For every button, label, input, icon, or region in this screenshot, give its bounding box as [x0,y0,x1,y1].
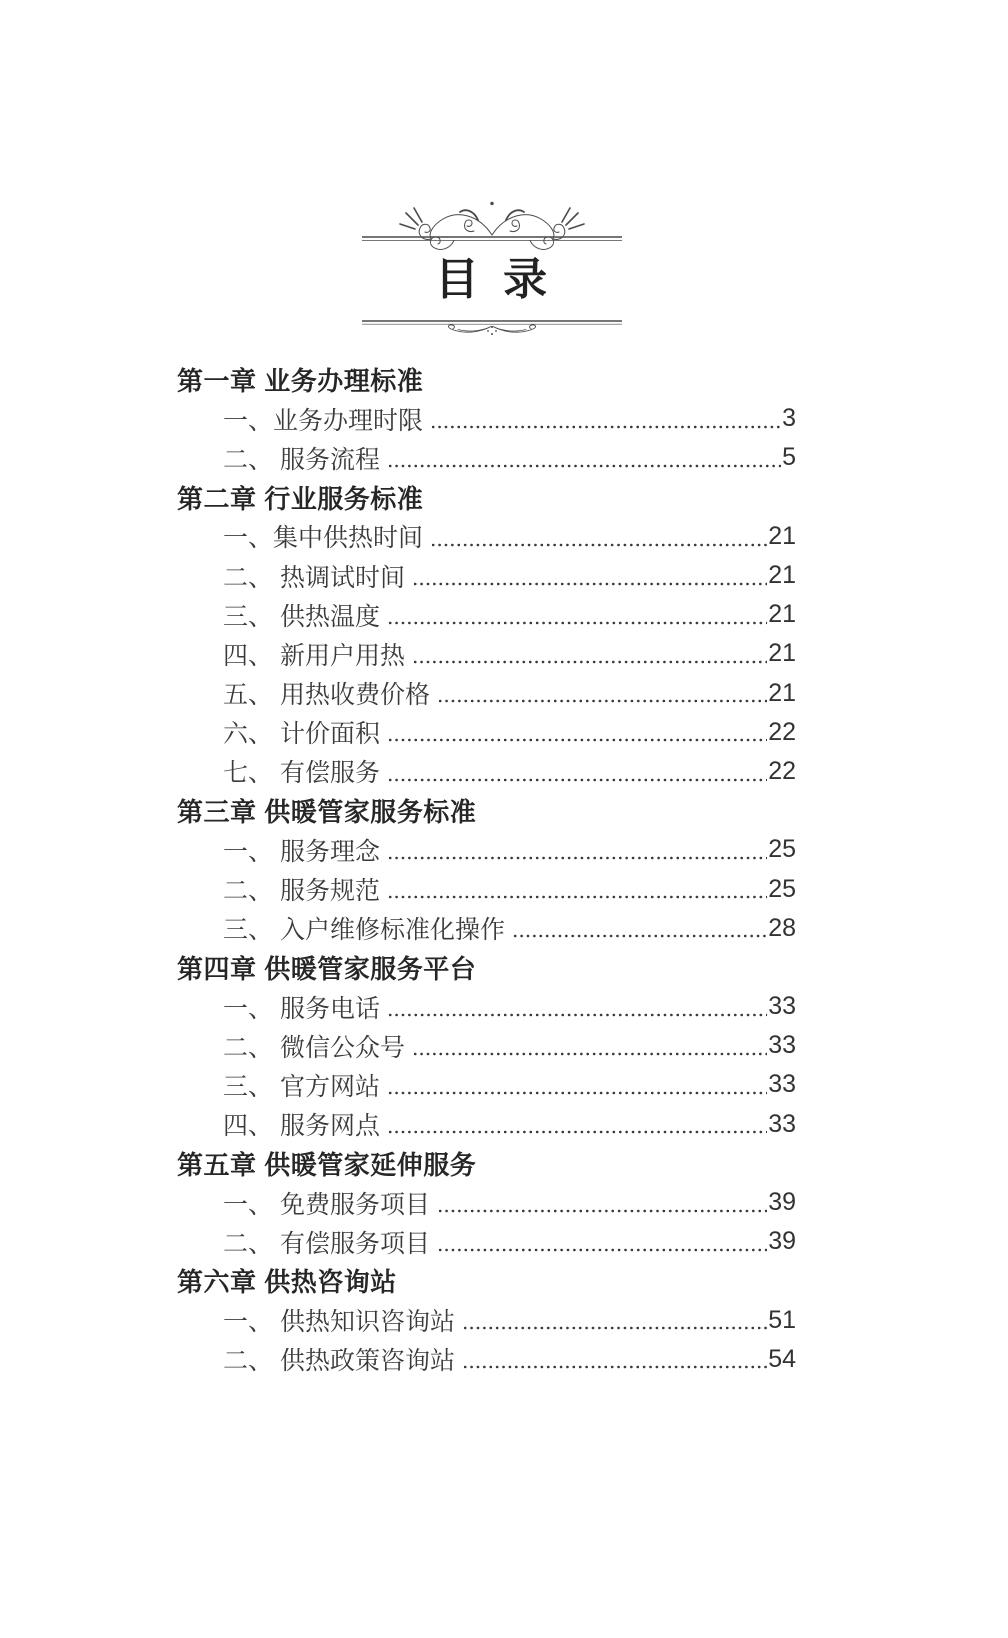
toc-page-number: 22 [768,717,796,746]
toc-page-number: 28 [768,913,796,942]
toc-page-number: 25 [768,874,796,903]
toc-chapter-label: 第二章 行业服务标准 [177,483,424,514]
toc-page-number: 39 [768,1188,796,1217]
toc-leader-dots [387,869,767,908]
toc-page-number: 21 [768,678,796,707]
toc-leader-dots [437,1183,767,1222]
toc-entry [177,556,796,595]
toc-leader-dots [387,595,767,634]
toc-page-number: 54 [768,1344,796,1373]
toc-entry-label: 二、 服务规范 [223,877,380,906]
toc-chapter-heading [177,791,796,830]
top-flourish-ornament [362,198,622,256]
toc-page-number: 51 [768,1305,796,1334]
toc-leader-dots [387,1065,767,1104]
toc-entry-label: 二、 服务流程 [223,445,380,474]
toc-leader-dots [437,1222,767,1261]
toc-entry-label: 五、 用热收费价格 [223,681,430,710]
toc-entry [177,713,796,752]
toc-leader-dots [387,987,767,1026]
toc-entry [177,595,796,634]
toc-page-number: 39 [768,1227,796,1256]
toc-entry [177,1105,796,1144]
toc-entry [177,869,796,908]
toc-page-number: 25 [768,835,796,864]
toc-entry-label: 二、 有偿服务项目 [223,1229,430,1258]
toc-leader-dots [387,438,781,477]
toc-leader-dots [430,517,767,556]
toc-entry-label: 二、 微信公众号 [223,1033,405,1062]
toc-entry [177,517,796,556]
toc-entry-label: 一、 服务理念 [223,837,380,866]
toc-leader-dots [437,674,767,713]
toc-entry-label: 三、 入户维修标准化操作 [223,916,505,945]
toc-entry [177,1183,796,1222]
toc-entry-label: 一、 服务电话 [223,994,380,1023]
toc-page-number: 33 [768,1109,796,1138]
toc-entry [177,1340,796,1379]
toc-entry [177,634,796,673]
toc-chapter-label: 第四章 供暖管家服务平台 [177,953,477,984]
toc-chapter-label: 第五章 供暖管家延伸服务 [177,1149,477,1180]
toc-page-number: 33 [768,992,796,1021]
toc-leader-dots [462,1301,767,1340]
toc-entry [177,752,796,791]
toc-page-number: 33 [768,1070,796,1099]
toc-entry-label: 六、 计价面积 [223,720,380,749]
toc-page-number: 5 [782,443,796,472]
toc-leader-dots [430,399,781,438]
toc-chapter-heading [177,1144,796,1183]
toc-entry [177,987,796,1026]
toc-chapter-heading [177,360,796,399]
toc-leader-dots [412,1026,767,1065]
toc-leader-dots [412,634,767,673]
toc-chapter-heading [177,478,796,517]
toc-leader-dots [387,713,767,752]
toc-entry [177,438,796,477]
toc-leader-dots [387,752,767,791]
toc-entry-label: 二、 热调试时间 [223,563,405,592]
toc-entry-label: 一、集中供热时间 [223,524,424,553]
toc-entry [177,909,796,948]
toc-leader-dots [412,556,767,595]
toc-leader-dots [387,830,767,869]
toc-page-number: 21 [768,600,796,629]
toc-chapter-label: 第一章 业务办理标准 [177,366,424,397]
toc-entry-label: 一、 供热知识咨询站 [223,1308,455,1337]
bottom-flourish-ornament [362,313,622,337]
toc-entry-label: 二、 供热政策咨询站 [223,1347,455,1376]
toc-entry-label: 一、 免费服务项目 [223,1190,430,1219]
toc-entry [177,1222,796,1261]
toc-leader-dots [387,1105,767,1144]
toc-entry [177,1301,796,1340]
toc-entry-label: 一、业务办理时限 [223,406,424,435]
toc-entry-label: 七、 有偿服务 [223,759,380,788]
toc-chapter-label: 第六章 供热咨询站 [177,1267,397,1298]
toc-entry [177,830,796,869]
toc-entry [177,399,796,438]
toc-leader-dots [512,909,767,948]
toc-page-number: 21 [768,521,796,550]
toc-entry-label: 三、 供热温度 [223,602,380,631]
toc-list [177,360,796,1379]
toc-page-number: 33 [768,1031,796,1060]
toc-entry-label: 四、 服务网点 [223,1112,380,1141]
toc-entry-label: 三、 官方网站 [223,1072,380,1101]
toc-chapter-label: 第三章 供暖管家服务标准 [177,797,477,828]
toc-entry [177,1065,796,1104]
toc-entry [177,1026,796,1065]
page-title: 目 录 [434,255,550,304]
toc-leader-dots [462,1340,767,1379]
toc-entry-label: 四、 新用户用热 [223,641,405,670]
toc-page-number: 3 [782,404,796,433]
toc-page-number: 21 [768,561,796,590]
toc-entry [177,674,796,713]
toc-chapter-heading [177,948,796,987]
toc-page-number: 22 [768,756,796,785]
toc-chapter-heading [177,1261,796,1300]
toc-page-number: 21 [768,639,796,668]
